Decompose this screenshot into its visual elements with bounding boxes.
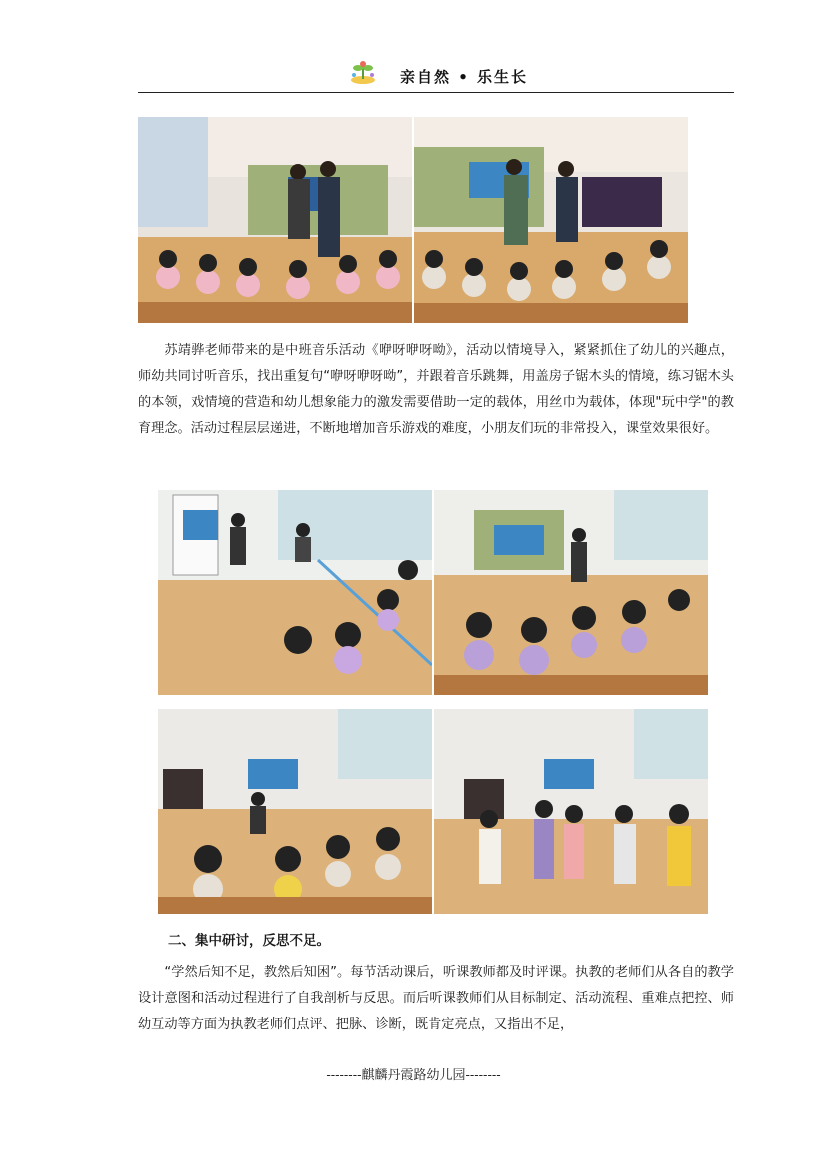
page-header [138,58,734,93]
body-paragraph-1: 苏靖骅老师带来的是中班音乐活动《咿呀咿呀呦》，活动以情境导入，紧紧抓住了幼儿的兴趣点，师幼共同讨听音乐，找出重复句“咿呀咿呀呦”，并跟着音乐跳舞，用盖房子锯木头的情境，练习锯木头的本领，戏情境的营造和幼儿想象能力的激发需要借助一定的载体，用丝巾为载体，体现"玩中学"的教育理念。活动过程层层递进，不断地增加音乐游戏的难度，小朋友们玩的非常投入，课堂效果很好。 [138,343,734,436]
classroom-photo-6 [434,709,708,914]
classroom-photo-2 [414,117,688,323]
classroom-photo-5 [158,709,432,914]
body-paragraph-2: “学然后知不足，教然后知困”。每节活动课后，听课教师都及时评课。执教的老师们从各自的教学设计意图和活动过程进行了自我剖析与反思。而后听课教师们从目标制定、活动流程、重难点把控、师幼互动等方面为执教老师们点评、把脉、诊断，既肯定亮点，又指出不足， [138,965,734,1032]
page-footer: --------麒麟丹霞路幼儿园-------- [326,1068,501,1083]
header-title: 亲自然 • 乐生长 [400,68,529,86]
classroom-photo-3 [158,490,432,695]
classroom-photo-1 [138,117,412,323]
section-heading: 二、集中研讨，反思不足。 [168,933,330,949]
sprout-logo-icon [348,60,378,86]
classroom-photo-4 [434,490,708,695]
